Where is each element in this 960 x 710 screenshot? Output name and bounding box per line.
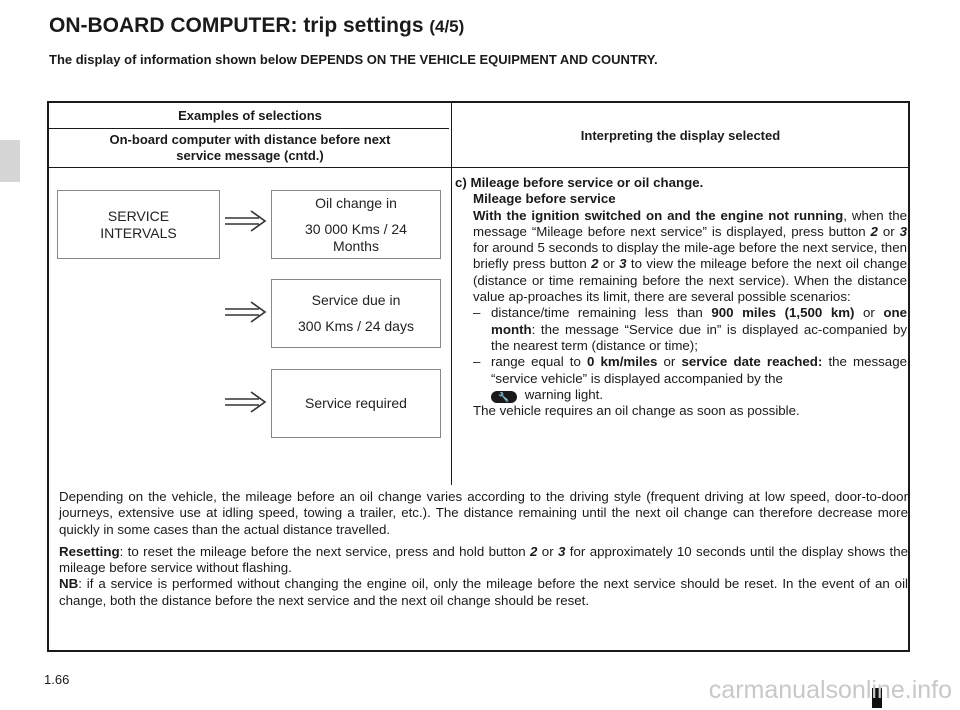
screen-service-required [271, 369, 441, 438]
col1-header: Examples of selections [178, 108, 322, 123]
watermark: carmanualsonline.info [708, 676, 952, 704]
item-heading: c) Mileage before service or oil change. [455, 175, 704, 190]
interpretation-text [455, 175, 907, 419]
note-paragraph: Depending on the vehicle, the mileage before an oil change varies according to the driving style (frequent driving at low speed, door-to-door journeys, extensive use at idling speed, towing a trailer, etc.). The distance remaining until the next oil change can therefore decrease more quickly in some cases than the actual distance travelled. [59, 489, 908, 537]
page-subtitle: The display of information shown below DEPENDS ON THE VEHICLE EQUIPMENT AND COUNTRY. [49, 52, 658, 67]
scenario-item: – range equal to 0 km/miles or service date reached: the message “service vehicle” is displayed accompanied by the 🔧 warning light. [473, 354, 907, 402]
wrench-warning-icon: 🔧 [491, 391, 517, 403]
double-arrow-icon [223, 209, 269, 235]
service-required-text: Service required [305, 395, 407, 411]
screen-service-intervals-text: SERVICE INTERVALS [100, 207, 177, 241]
col1-subheader: On-board computer with distance before next service message (cntd.) [109, 132, 391, 163]
page-title: ON-BOARD COMPUTER: trip settings (4/5) [49, 14, 465, 37]
item-paragraph: With the ignition switched on and the engine not running, when the message “Mileage before next service” is displayed, press button 2 or 3 for around 5 seconds to display the mile-age before the next service, then briefly press button 2 or 3 to view the mileage before the next oil change (distance or time remaining before the next service). When the distance value ap-proaches its limit, there are several possible scenarios: [473, 207, 907, 305]
item-subheading: Mileage before service [473, 191, 616, 207]
double-arrow-icon [223, 300, 269, 326]
item-closing: The vehicle requires an oil change as soon as possible. [473, 403, 800, 419]
double-arrow-icon [223, 390, 269, 416]
screen-service-intervals [57, 190, 220, 259]
service-due-title: Service due in [311, 292, 401, 308]
service-due-value: 300 Kms / 24 days [298, 318, 414, 334]
settings-table [47, 101, 910, 652]
nb-paragraph: NB: if a service is performed without changing the engine oil, only the mileage before the next service should be reset. In the event of an oil change, both the distance before the next service and the next oil change should be reset. [59, 576, 908, 608]
page-part: (4/5) [429, 17, 465, 36]
resetting-paragraph: Resetting: to reset the mileage before the next service, press and hold button 2 or 3 for approximately 10 seconds until the display shows the mileage before service without flashing. [59, 543, 908, 576]
page-number: 1.66 [44, 672, 70, 687]
col2-header: Interpreting the display selected [580, 128, 781, 143]
table-divider-header [49, 167, 908, 168]
table-divider-top [49, 128, 449, 129]
table-column-divider [451, 103, 452, 485]
oil-change-title: Oil change in [315, 194, 397, 211]
screen-service-due [271, 279, 441, 348]
oil-change-value: 30 000 Kms / 24 Months [305, 220, 407, 254]
scenario-item: – distance/time remaining less than 900 miles (1,500 km) or one month: the message “Service due in” is displayed ac-companied by the nearest term (distance or time); [473, 305, 907, 353]
screen-oil-change [271, 190, 441, 259]
notes-section [59, 489, 908, 615]
chapter-tab [0, 140, 20, 182]
